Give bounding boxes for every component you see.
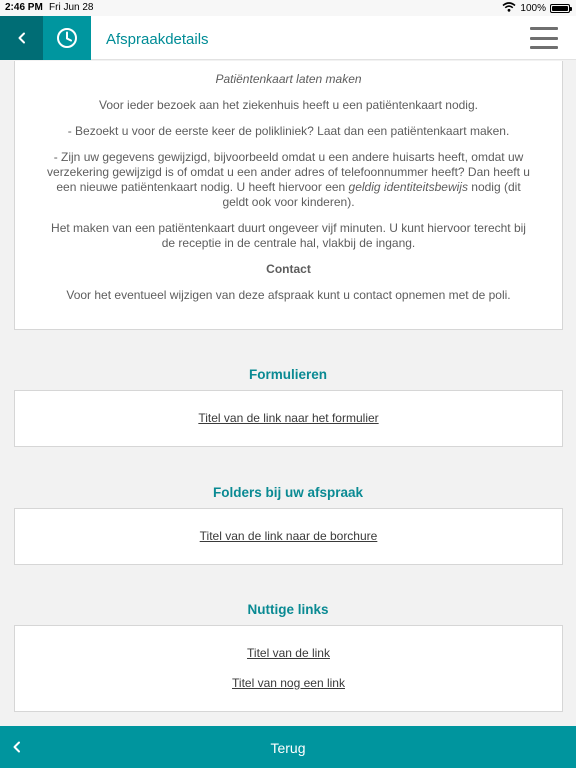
section-title-nuttige-links: Nuttige links xyxy=(247,602,329,617)
status-date: Fri Jun 28 xyxy=(49,2,94,13)
section-title-folders: Folders bij uw afspraak xyxy=(212,485,364,500)
header-back-button[interactable] xyxy=(0,16,43,60)
status-bar xyxy=(0,0,576,16)
useful-link-1[interactable]: Titel van de link xyxy=(247,646,330,660)
id-requirement: geldig identiteitsbewijs xyxy=(348,180,468,194)
app-header xyxy=(0,16,576,60)
appointment-history-button[interactable] xyxy=(43,16,91,60)
contact-heading: Contact xyxy=(266,262,311,276)
nuttige-links-card xyxy=(14,625,563,712)
battery-icon xyxy=(550,4,570,13)
wifi-icon xyxy=(502,2,516,15)
battery-percent: 100% xyxy=(520,3,546,14)
formulieren-card xyxy=(14,390,563,447)
footer-back-label[interactable]: Terug xyxy=(270,740,306,756)
clock-icon xyxy=(56,27,78,49)
status-right xyxy=(502,2,570,15)
info-paragraph-3: - Zijn uw gegevens gewijzigd, bijvoorbeeld omdat u een andere huisarts heeft, omdat uw verzekering gewijzigd is of omdat u een ander adres of telefoonnummer heeft? Dan heeft u een nieuwe patiëntenkaart nodig. U heeft hiervoor een geldig identiteitsbewijs nodig (dit geldt ook voor kinderen). xyxy=(47,150,530,209)
info-heading: Patiëntenkaart laten maken xyxy=(215,72,362,86)
hamburger-menu-icon[interactable] xyxy=(530,27,558,49)
folders-card xyxy=(14,508,563,565)
scroll-content[interactable] xyxy=(0,61,576,726)
info-paragraph-4: Het maken van een patiëntenkaart duurt ongeveer vijf minuten. U kunt hiervoor terecht bij de receptie in de centrale hal, vlakbij de ingang. xyxy=(51,221,526,250)
info-paragraph-1: Voor ieder bezoek aan het ziekenhuis heeft u een patiëntenkaart nodig. xyxy=(99,98,478,112)
status-time: 2:46 PM xyxy=(5,2,43,13)
useful-link-2[interactable]: Titel van nog een link xyxy=(232,676,345,690)
section-title-formulieren: Formulieren xyxy=(248,367,327,382)
form-link[interactable]: Titel van de link naar het formulier xyxy=(198,411,379,425)
contact-text: Voor het eventueel wijzigen van deze afspraak kunt u contact opnemen met de poli. xyxy=(66,288,511,302)
info-paragraph-2: - Bezoekt u voor de eerste keer de polikliniek? Laat dan een patiëntenkaart maken. xyxy=(67,124,510,138)
chevron-left-icon xyxy=(17,32,27,44)
page-title: Afspraakdetails xyxy=(106,31,209,48)
brochure-link[interactable]: Titel van de link naar de borchure xyxy=(199,529,378,543)
battery-fill xyxy=(552,6,568,11)
info-card xyxy=(14,61,563,330)
footer-back-bar[interactable] xyxy=(0,726,576,768)
